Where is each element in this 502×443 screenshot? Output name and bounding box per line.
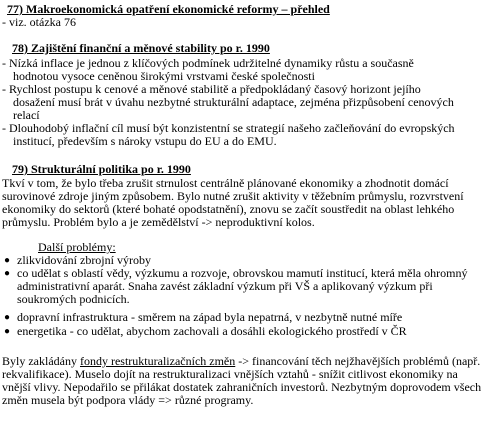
bullet-icon: ● [4,312,11,323]
section-79-intro-line-2: surovinové zdroje jiným způsobem. Bylo nutné zrušit aktivity v těžebním průmyslu, rozvrstvení [2,189,464,203]
section-78-heading: 78) Zajištění finanční a měnové stability po r. 1990 [12,41,270,55]
section-79-intro-line-4: průmyslu. Problém bylo a je zemědělství -> neproduktivní kolos. [2,215,315,229]
problem-2-line-3: soukromých podnicích. [17,292,130,306]
section-78-item-2-line-2: dosažení musí brát v úvahu nezbytné strukturální adaptace, zejména přizpůsobení cenových [13,95,454,109]
closing-prefix: Byly zakládány [2,354,80,368]
section-78-item-1-line-2: hodnotou vysoce ceněnou širokými vrstvami české společnosti [13,69,315,83]
problem-4: energetika - co udělat, abychom zachovali a dosáhli ekologického prostředí v ČR [17,324,407,338]
restructuring-funds-link-text: fondy restrukturalizačních změn [79,354,236,368]
bullet-icon: ● [4,326,11,337]
closing-suffix: -> financování těch nejžhavějších problémů (např. [235,354,481,368]
bullet-icon: ● [4,255,11,266]
section-79-heading: 79) Strukturální politika po r. 1990 [12,162,191,176]
closing-line-3: vnější vlivy. Nepodařilo se přilákat dostatek zahraničních investorů. Nezbytným doprovodem všech [2,380,482,394]
section-77-note: - viz. otázka 76 [2,15,76,29]
closing-line-4: změn musela být podpora vlády => různé programy. [2,393,254,407]
section-78-item-3-line-2: institucí, především s nároky vstupu do EU a do EMU. [13,134,277,148]
section-79-intro-line-3: ekonomiky do sektorů (které bohaté opodstatnění), znovu se začít soustředit na oblast lehkého [2,202,455,216]
section-78-item-1-line-1: - Nízká inflace je jednou z klíčových podmínek udržitelné dynamiky růstu a současně [2,56,414,70]
bullet-icon: ● [4,268,11,279]
section-79-intro-line-1: Tkví v tom, že bylo třeba zrušit strnulost centrálně plánované ekonomiky a zhodnotit domácí [2,176,449,190]
section-78-item-3-line-1: - Dlouhodobý inflační cíl musí být konzistentní se strategií našeho začleňování do evropských [2,121,455,135]
closing-line-2: rekvalifikace). Muselo dojít na restrukturalizaci vnějších vztahů - snížit citlivost ekonomiky na [2,367,458,381]
problem-2-line-1: co udělat s oblastí vědy, výzkumu a rozvoje, obrovskou mamutí institucí, která měla ohromný [17,266,468,280]
problem-1: zlikvidování zbrojní výroby [17,253,151,267]
problem-2-line-2: administrativní aparát. Snaha zavést základní výzkum při VŠ a aplikovaný výzkum při [17,279,433,293]
problems-label: Další problémy: [38,240,116,254]
problem-3: dopravní infrastruktura - směrem na západ byla nepatrná, v nezbytně nutné míře [17,310,403,324]
section-77-heading: 77) Makroekonomická opatření ekonomické reformy – přehled [7,2,330,16]
section-78-item-2-line-1: - Rychlost postupu k cenové a měnové stabilitě a předpokládaný časový horizont jejího [2,82,421,96]
section-78-item-2-line-3: relací [13,108,40,122]
